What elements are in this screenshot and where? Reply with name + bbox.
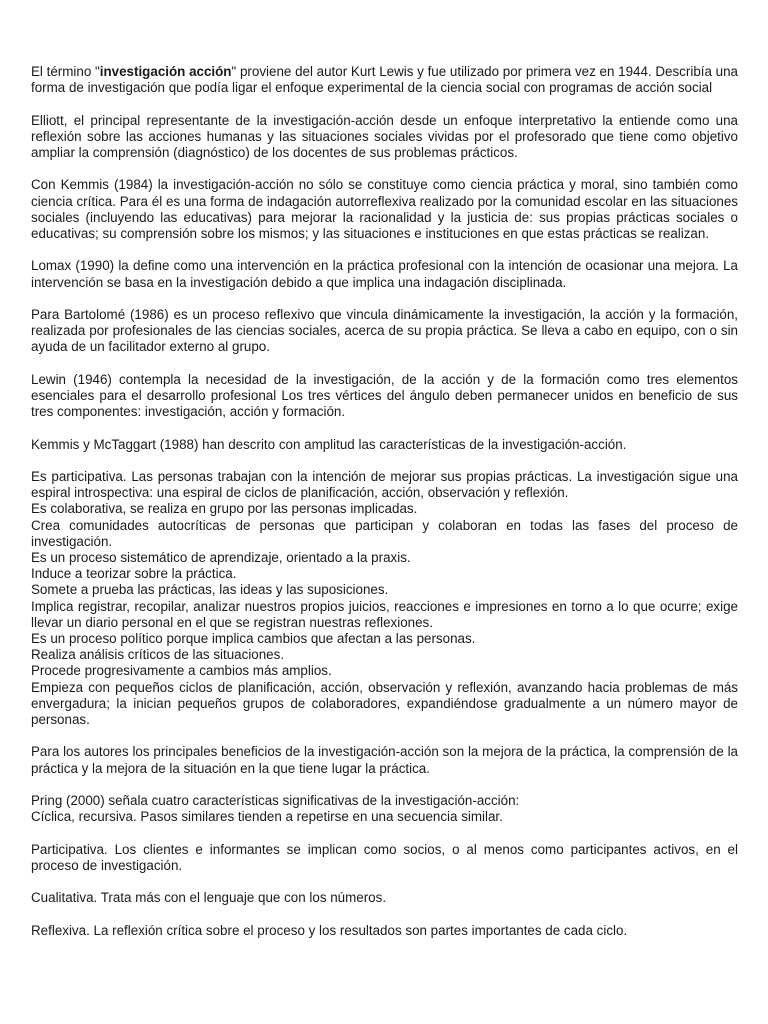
- list-item: Es un proceso político porque implica cambios que afectan a las personas.: [31, 631, 476, 646]
- pring-item-cualitativa: Cualitativa. Trata más con el lenguaje que con los números.: [31, 890, 387, 906]
- list-item: Es colaborativa, se realiza en grupo por las personas implicadas.: [31, 501, 418, 517]
- list-item: Implica registrar, recopilar, analizar nuestros propios juicios, reacciones e impresiones en torno a lo que ocurre; exige llevar un diario personal en el que se registran nuestras reflexiones.: [31, 598, 738, 630]
- pring-item-ciclica: Cíclica, recursiva. Pasos similares tienden a repetirse en una secuencia similar.: [31, 809, 503, 825]
- list-item: Realiza análisis críticos de las situaciones.: [31, 647, 285, 663]
- paragraph-lewin: Lewin (1946) contempla la necesidad de la investigación, de la acción y de la formación como tres elementos esenciales para el desarrollo profesional Los tres vértices del ángulo deben permanecer unidos en beneficio de sus tres componentes: investigación, acción y formación.: [31, 371, 738, 420]
- paragraph-kemmis-mctaggart: Kemmis y McTaggart (1988) han descrito con amplitud las características de la investigación-acción.: [31, 436, 627, 452]
- list-item: Induce a teorizar sobre la práctica.: [31, 566, 237, 582]
- list-item: Crea comunidades autocríticas de personas que participan y colaboran en todas las fases del proceso de investigación.: [31, 517, 738, 549]
- paragraph-kemmis: Con Kemmis (1984) la investigación-acción no sólo se constituye como ciencia práctica y moral, sino también como ciencia crítica. Para él es una forma de indagación autorreflexiva realizado por la comunidad escolar en las situaciones sociales (incluyendo las educativas) para mejorar la racionalidad y la justicia de: sus propias prácticas sociales o educativas; su comprensión sobre los mismos; y las situaciones e instituciones en que estas prácticas se realizan.: [31, 177, 738, 241]
- pring-item-participativa: Participativa. Los clientes e informantes se implican como socios, o al menos como participantes activos, en el proceso de investigación.: [31, 841, 738, 873]
- intro-text-before: El término ": [31, 64, 100, 79]
- list-item: Procede progresivamente a cambios más amplios.: [31, 663, 332, 679]
- paragraph-benefits: Para los autores los principales beneficios de la investigación-acción son la mejora de la práctica, la comprensión de la práctica y la mejora de la situación en la que tiene lugar la práctica.: [31, 744, 738, 776]
- list-item: Somete a prueba las prácticas, las ideas y las suposiciones.: [31, 582, 389, 598]
- list-item: Empieza con pequeños ciclos de planificación, acción, observación y reflexión, avanzando hacia problemas de más envergadura; la inician pequeños grupos de colaboradores, expandiéndose gradualmente a un número mayor de personas.: [31, 679, 738, 728]
- paragraph-lomax: Lomax (1990) la define como una intervención en la práctica profesional con la intención de ocasionar una mejora. La intervención se basa en la investigación debido a que implica una indagación disciplinada.: [31, 258, 738, 290]
- intro-text-after: " proviene del autor Kurt Lewis y fue utilizado por primera vez en 1944. Describía una forma de investigación que podía ligar el enfoque experimental de la ciencia social con programas de acción social: [31, 64, 738, 96]
- pring-block: [31, 793, 738, 825]
- pring-intro: Pring (2000) señala cuatro características significativas de la investigación-acción:: [31, 793, 520, 808]
- intro-paragraph: [31, 64, 738, 96]
- list-item: Es un proceso sistemático de aprendizaje, orientado a la praxis.: [31, 549, 411, 565]
- intro-bold-term: investigación acción: [99, 64, 232, 79]
- pring-item-reflexiva: Reflexiva. La reflexión crítica sobre el proceso y los resultados son partes importantes de cada ciclo.: [31, 922, 628, 938]
- characteristics-list: [31, 469, 738, 728]
- list-item: Es participativa. Las personas trabajan con la intención de mejorar sus propias prácticas. La investigación sigue una espiral introspectiva: una espiral de ciclos de planificación, acción, observación y reflexión.: [31, 468, 738, 501]
- paragraph-bartolome: Para Bartolomé (1986) es un proceso reflexivo que vincula dinámicamente la investigación, la acción y la formación, realizada por profesionales de las ciencias sociales, acerca de su propia práctica. Se lleva a cabo en equipo, con o sin ayuda de un facilitador externo al grupo.: [31, 306, 738, 355]
- paragraph-elliott: Elliott, el principal representante de la investigación-acción desde un enfoque interpretativo la entiende como una reflexión sobre las acciones humanas y las situaciones sociales vividas por el profesorado que tiene como objetivo ampliar la comprensión (diagnóstico) de los docentes de sus problemas prácticos.: [31, 112, 738, 160]
